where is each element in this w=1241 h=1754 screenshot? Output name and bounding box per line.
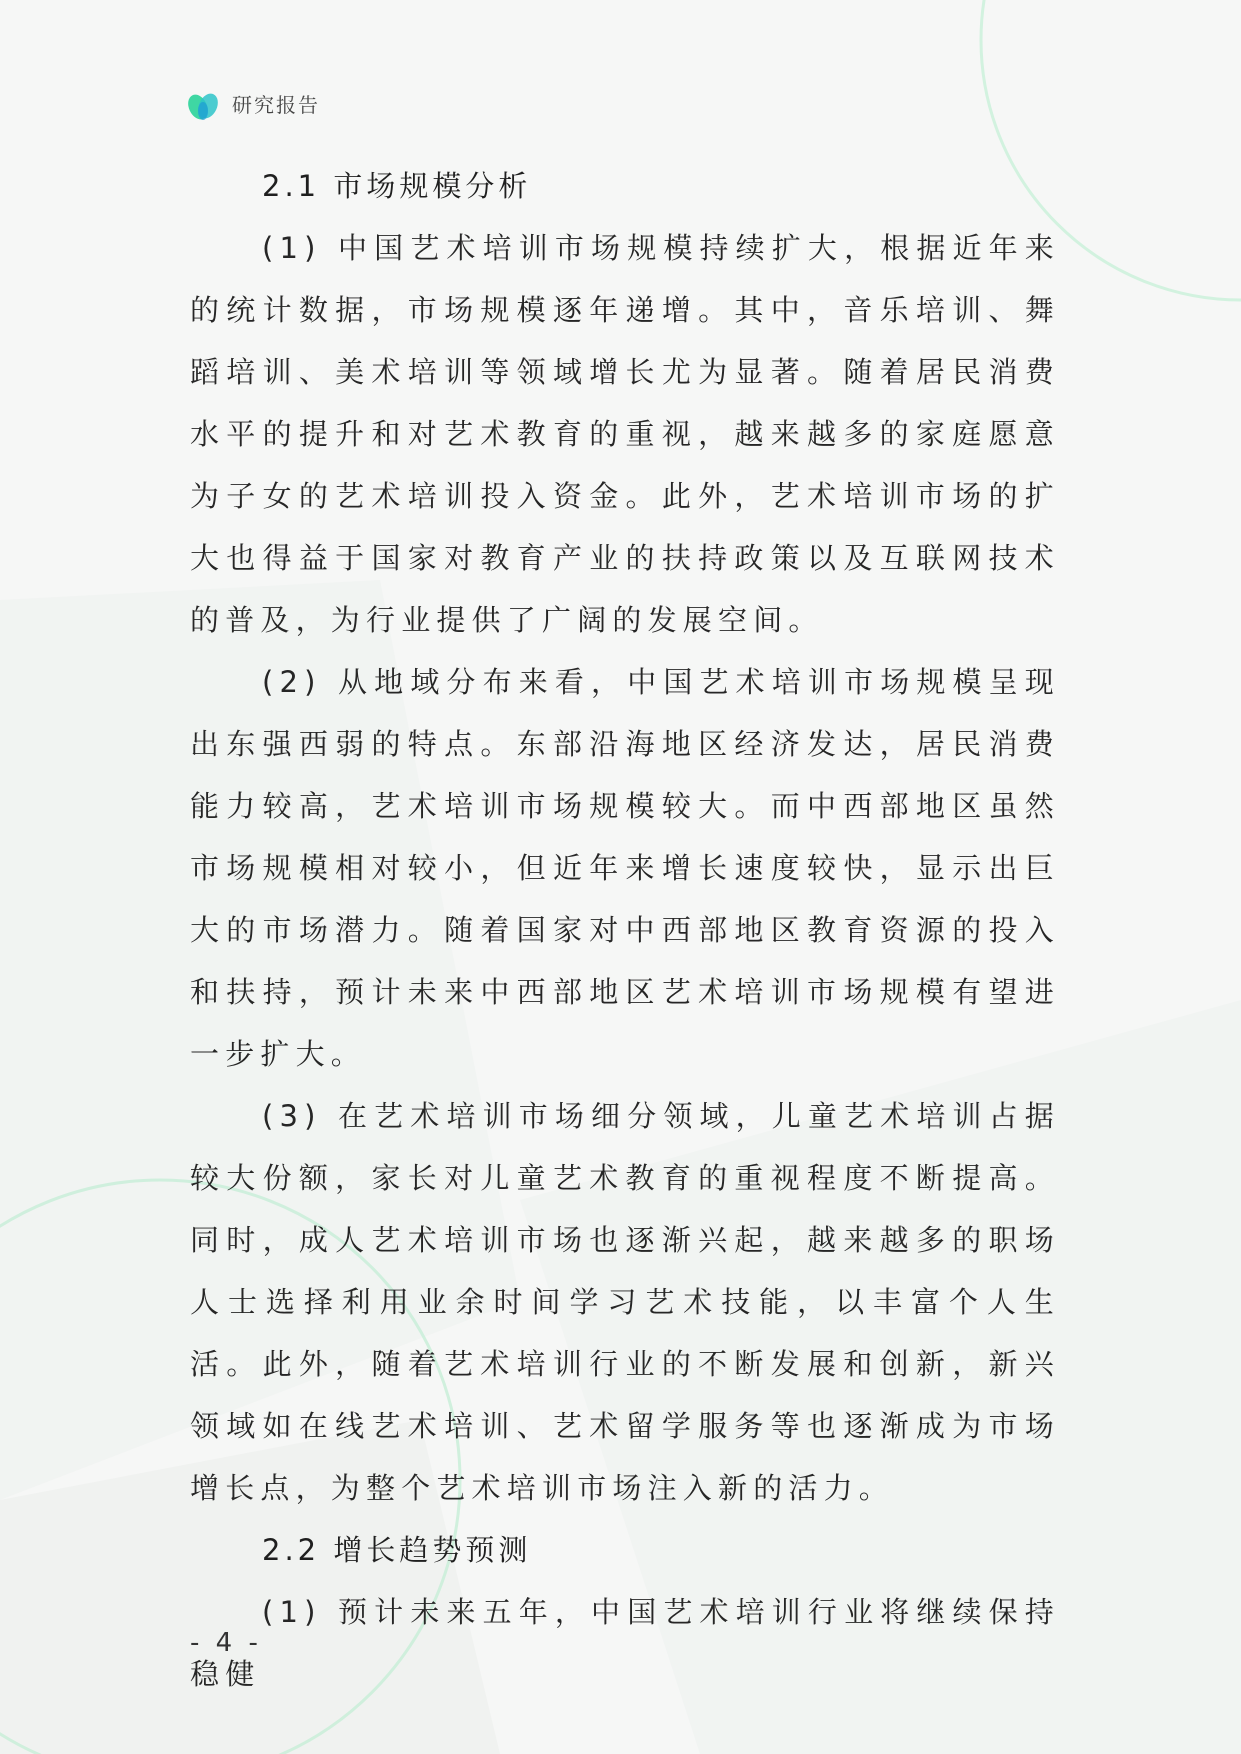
paragraph-3: (3) 在艺术培训市场细分领域，儿童艺术培训占据较大份额，家长对儿童艺术教育的重视程度不断提高。同时，成人艺术培训市场也逐渐兴起，越来越多的职场人士选择利用业余时间学习艺术技能，以丰富个人生活。此外，随着艺术培训行业的不断发展和创新，新兴领域如在线艺术培训、艺术留学服务等也逐渐成为市场增长点，为整个艺术培训市场注入新的活力。 (190, 1099, 1060, 1505)
section-heading-growth-forecast: 2.2 增长趋势预测 (262, 1533, 532, 1567)
paragraph-2: (2) 从地域分布来看，中国艺术培训市场规模呈现出东强西弱的特点。东部沿海地区经济发达，居民消费能力较高，艺术培训市场规模较大。而中西部地区虽然市场规模相对较小，但近年来增长速度较快，显示出巨大的市场潜力。随着国家对中西部地区教育资源的投入和扶持，预计未来中西部地区艺术培训市场规模有望进一步扩大。 (190, 665, 1060, 1071)
paragraph-1: (1) 中国艺术培训市场规模持续扩大，根据近年来的统计数据，市场规模逐年递增。其中，音乐培训、舞蹈培训、美术培训等领域增长尤为显著。随着居民消费水平的提升和对艺术教育的重视，越来越多的家庭愿意为子女的艺术培训投入资金。此外，艺术培训市场的扩大也得益于国家对教育产业的扶持政策以及互联网技术的普及，为行业提供了广阔的发展空间。 (190, 231, 1060, 637)
leaf-logo-icon (186, 89, 222, 125)
report-header-title: 研究报告 (232, 93, 320, 117)
section-heading-market-size: 2.1 市场规模分析 (262, 169, 532, 203)
page-number: - 4 - (190, 1628, 262, 1658)
paragraph-4: (1) 预计未来五年，中国艺术培训行业将继续保持稳健 (190, 1595, 1060, 1691)
report-body (190, 155, 1060, 1705)
